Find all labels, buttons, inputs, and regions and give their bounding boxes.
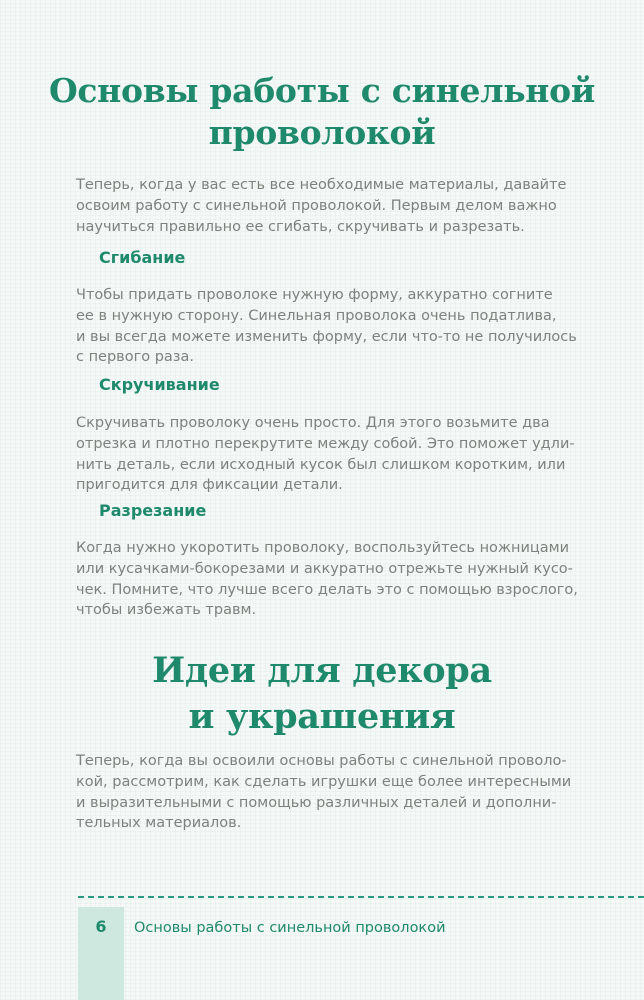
- chapter-title: Основы работы с синельной проволокой: [48, 71, 596, 152]
- chapter-intro-paragraph: Теперь, когда у вас есть все необходимые материалы, давайте освоим работу с синельной проволокой. Первым делом важно научиться правильно ее сгибать, скручивать и разрезать.: [76, 177, 567, 235]
- footer-divider: [78, 896, 644, 898]
- decor-title: Идеи для декора и украшения: [152, 650, 492, 737]
- page-number: 6: [95, 917, 107, 936]
- section-text-bending: Чтобы придать проволоке нужную форму, аккуратно согните ее в нужную сторону. Синельная проволока очень податлива, и вы всегда можете изменить форму, если что-то не получилось с первого раза.: [76, 287, 577, 366]
- section-text-twisting: Скручивать проволоку очень просто. Для этого возьмите два отрезка и плотно перекрутите между собой. Это поможет удли- нить деталь, если исходный кусок был слишком коротким, или пригодится для фиксации детали.: [76, 415, 575, 494]
- section-heading-twisting: Скручивание: [99, 375, 220, 394]
- section-text-cutting: Когда нужно укоротить проволоку, воспользуйтесь ножницами или кусачками-бокорезами и аккуратно отрежьте нужный кусо- чек. Помните, что лучше всего делать это с помощью взрослого, чтобы избежать травм.: [76, 540, 578, 619]
- section-heading-bending: Сгибание: [99, 248, 186, 267]
- section-heading-cutting: Разрезание: [99, 501, 207, 520]
- decor-intro-paragraph: Теперь, когда вы освоили основы работы с синельной проволо- кой, рассмотрим, как сделать игрушки еще более интересными и выразительными с помощью различных деталей и дополни- тельных материалов.: [76, 753, 572, 832]
- running-header: Основы работы с синельной проволокой: [134, 920, 446, 936]
